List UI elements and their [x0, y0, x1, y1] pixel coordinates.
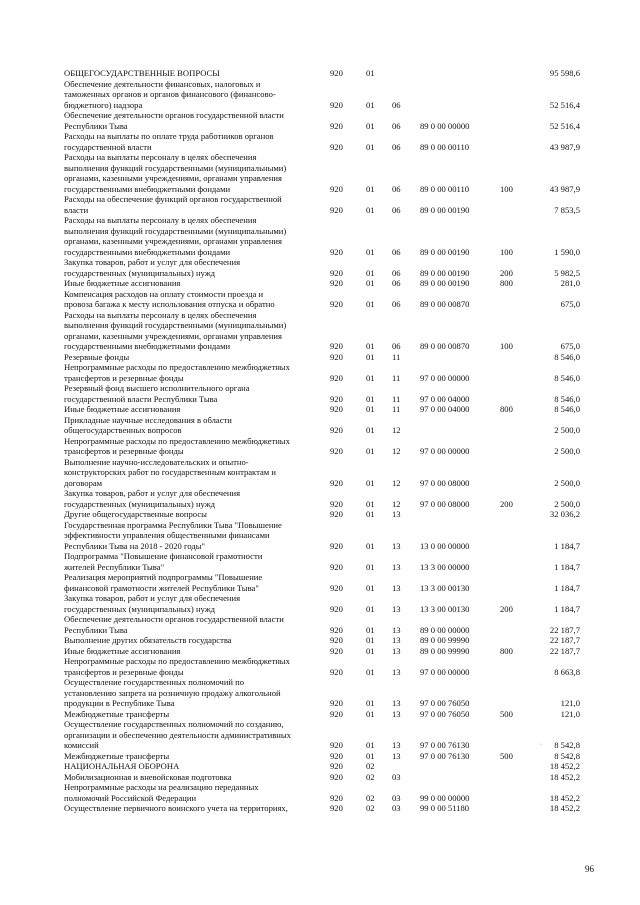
subsection-code: 03	[392, 803, 401, 813]
amount: 675,0	[560, 299, 580, 309]
ved-code: 920	[330, 120, 343, 131]
target-article-code: 89 0 00 00110	[420, 183, 470, 194]
section-code: 01	[366, 404, 375, 414]
amount: 8 546,0	[554, 372, 580, 383]
table-row	[0, 352, 640, 363]
section-code: 01	[366, 267, 375, 278]
row-name: Осуществление государственных полномочий по созданию, организации и обеспечению деятельности административных комиссий	[64, 719, 291, 750]
target-article-code: 89 0 00 00110	[420, 141, 470, 152]
section-code: 01	[366, 645, 375, 656]
target-article-code: 89 0 00 99990	[420, 635, 470, 645]
subsection-code: 03	[392, 792, 401, 803]
amount: 52 516,4	[549, 120, 580, 131]
ved-code: 920	[330, 750, 343, 761]
target-article-code: 97 0 00 08000	[420, 498, 470, 509]
subsection-code: 13	[392, 666, 401, 677]
table-row	[0, 551, 640, 572]
section-code: 01	[366, 698, 375, 708]
row-name: Другие общегосударственные вопросы	[64, 509, 207, 519]
row-name: Прикладные научные исследования в области общегосударственных вопросов	[64, 414, 232, 435]
table-row	[0, 656, 640, 677]
ved-code: 920	[330, 425, 343, 435]
subsection-code: 12	[392, 446, 401, 456]
section-code: 01	[366, 540, 375, 551]
row-name: Непрограммные расходы по предоставлению межбюджетных трансфертов и резервные фонды	[64, 362, 290, 383]
table-row	[0, 709, 640, 720]
amount: 1 184,7	[554, 582, 580, 593]
ved-code: 920	[330, 540, 343, 551]
amount: 5 982,5	[554, 267, 580, 278]
table-row	[0, 415, 640, 436]
table-row	[0, 457, 640, 489]
table-row	[0, 677, 640, 709]
expense-type-code: 500	[500, 750, 513, 761]
amount: 18 452,2	[549, 771, 580, 782]
ved-code: 920	[330, 278, 343, 288]
amount: 1 184,7	[554, 561, 580, 572]
target-article-code: 99 0 00 51180	[420, 803, 470, 813]
row-name: Подпрограмма "Повышение финансовой грамотности жителей Республики Тыва"	[64, 551, 263, 572]
target-article-code: 13 3 00 00130	[420, 582, 470, 593]
section-code: 01	[366, 99, 375, 110]
subsection-code: 13	[392, 603, 401, 614]
row-name: Выполнение других обязательств государства	[64, 635, 232, 645]
ved-code: 920	[330, 341, 343, 351]
ved-code: 920	[330, 393, 343, 404]
amount: 22 187,7	[549, 645, 580, 656]
ved-code: 920	[330, 603, 343, 614]
row-name: Межбюджетные трансферты	[64, 750, 170, 761]
table-row	[0, 436, 640, 457]
page-number: 96	[585, 864, 594, 874]
ved-code: 920	[330, 698, 343, 708]
row-name: Закупка товаров, работ и услуг для обеспечения государственных (муниципальных) нужд	[64, 257, 241, 278]
ved-code: 920	[330, 141, 343, 152]
table-row	[0, 719, 640, 751]
amount: 43 987,9	[549, 183, 580, 194]
expense-type-code: 800	[500, 278, 513, 288]
target-article-code: 99 0 00 00000	[420, 792, 470, 803]
amount: 43 987,9	[549, 141, 580, 152]
table-row	[0, 751, 640, 762]
row-name: Расходы на выплаты персоналу в целях обеспечения выполнения функций государственными (муниципальными) органами, казенными учреждениями, органами управления государственными внебюджетными фондами	[64, 309, 287, 351]
ved-code: 920	[330, 803, 343, 813]
subsection-code: 13	[392, 750, 401, 761]
target-article-code: 97 0 00 76050	[420, 708, 470, 719]
row-name: Расходы на обеспечение функций органов государственной власти	[64, 194, 282, 215]
section-code: 01	[366, 425, 375, 435]
subsection-code: 06	[392, 141, 401, 152]
section-code: 01	[366, 183, 375, 194]
section-code: 01	[366, 246, 375, 257]
expense-type-code: 100	[500, 341, 513, 351]
amount: 121,0	[560, 708, 580, 719]
row-name: Осуществление государственных полномочий по установлению запрета на розничную продажу алкогольной продукции в Республике Тыва	[64, 677, 281, 708]
table-row	[0, 383, 640, 404]
expense-type-code: 500	[500, 708, 513, 719]
target-article-code: 89 0 00 99990	[420, 645, 470, 656]
row-name: Резервный фонд высшего исполнительного органа государственной власти Республики Тыва	[64, 383, 250, 404]
section-code: 01	[366, 740, 375, 750]
subsection-code: 11	[392, 393, 401, 404]
section-code: 02	[366, 761, 375, 771]
table-row	[0, 131, 640, 152]
subsection-code: 12	[392, 498, 401, 509]
section-code: 01	[366, 204, 375, 215]
section-code: 01	[366, 372, 375, 383]
section-code: 01	[366, 750, 375, 761]
expense-type-code: 200	[500, 498, 513, 509]
row-name: Расходы на выплаты персоналу в целях обеспечения выполнения функций государственными (муниципальными) органами, казенными учреждениями, органами управления государственными внебюджетными фондами	[64, 152, 287, 194]
target-article-code: 97 0 00 04000	[420, 393, 470, 404]
row-name: Обеспечение деятельности органов государственной власти Республики Тыва	[64, 110, 284, 131]
table-row	[0, 772, 640, 783]
target-article-code: 13 3 00 00130	[420, 603, 470, 614]
target-article-code: 89 0 00 00000	[420, 624, 470, 635]
target-article-code: 89 0 00 00190	[420, 267, 470, 278]
table-row	[0, 761, 640, 772]
subsection-code: 13	[392, 740, 401, 750]
target-article-code: 97 0 00 76130	[420, 740, 470, 750]
row-name: Иные бюджетные ассигнования	[64, 645, 181, 656]
amount: 8 546,0	[554, 351, 580, 362]
ved-code: 920	[330, 299, 343, 309]
row-name: Расходы на выплаты по оплате труда работников органов государственной власти	[64, 131, 274, 152]
section-code: 01	[366, 509, 375, 519]
section-code: 02	[366, 792, 375, 803]
section-code: 01	[366, 498, 375, 509]
target-article-code: 97 0 00 00000	[420, 372, 470, 383]
table-row	[0, 488, 640, 509]
section-code: 01	[366, 120, 375, 131]
subsection-code: 06	[392, 278, 401, 288]
target-article-code: 89 0 00 00190	[420, 204, 470, 215]
row-name: Иные бюджетные ассигнования	[64, 278, 181, 288]
expense-type-code: 200	[500, 603, 513, 614]
subsection-code: 06	[392, 120, 401, 131]
ved-code: 920	[330, 498, 343, 509]
table-row	[0, 278, 640, 289]
target-article-code: 97 0 00 08000	[420, 477, 470, 488]
expense-type-code: 800	[500, 645, 513, 656]
ved-code: 920	[330, 351, 343, 362]
amount: 8 542,8	[554, 750, 580, 761]
section-code: 01	[366, 708, 375, 719]
subsection-code: 13	[392, 582, 401, 593]
section-code: 01	[366, 603, 375, 614]
row-name: Реализация мероприятий подпрограммы "Повышение финансовой грамотности жителей Республики Тыва"	[64, 572, 263, 593]
amount: 675,0	[560, 341, 580, 351]
section-code: 01	[366, 351, 375, 362]
row-name: Непрограммные расходы по предоставлению межбюджетных трансфертов и резервные фонды	[64, 656, 290, 677]
ved-code: 920	[330, 267, 343, 278]
subsection-code: 13	[392, 708, 401, 719]
table-row	[0, 593, 640, 614]
amount: 32 036,2	[549, 509, 580, 519]
row-name: Обеспечение деятельности органов государственной власти Республики Тыва	[64, 614, 284, 635]
row-name: Резервные фонды	[64, 351, 130, 362]
ved-code: 920	[330, 509, 343, 519]
target-article-code: 13 0 00 00000	[420, 540, 470, 551]
subsection-code: 13	[392, 509, 401, 519]
ved-code: 920	[330, 708, 343, 719]
subsection-code: 12	[392, 477, 401, 488]
row-name: Закупка товаров, работ и услуг для обеспечения государственных (муниципальных) нужд	[64, 488, 241, 509]
target-article-code: 97 0 00 76130	[420, 750, 470, 761]
subsection-code: 06	[392, 99, 401, 110]
target-article-code: 89 0 00 00870	[420, 299, 470, 309]
subsection-code: 06	[392, 341, 401, 351]
amount: 1 590,0	[554, 246, 580, 257]
section-code: 01	[366, 561, 375, 572]
row-name: Непрограммные расходы на реализацию переданных полномочий Российской Федерации	[64, 782, 259, 803]
expense-type-code: 100	[500, 246, 513, 257]
table-row	[0, 520, 640, 552]
amount: 2 500,0	[554, 446, 580, 456]
target-article-code: 89 0 00 00870	[420, 341, 470, 351]
table-row	[0, 152, 640, 194]
subsection-code: 13	[392, 645, 401, 656]
amount: 52 516,4	[549, 99, 580, 110]
amount: 22 187,7	[549, 635, 580, 645]
section-code: 01	[366, 477, 375, 488]
section-code: 01	[366, 341, 375, 351]
row-name: Иные бюджетные ассигнования	[64, 404, 181, 414]
amount: 8 542,8	[554, 740, 580, 750]
ved-code: 920	[330, 246, 343, 257]
amount: 281,0	[560, 278, 580, 288]
row-name: Осуществление первичного воинского учета на территориях,	[64, 803, 288, 813]
ved-code: 920	[330, 99, 343, 110]
ved-code: 920	[330, 792, 343, 803]
target-article-code: 97 0 00 00000	[420, 446, 470, 456]
expense-type-code: 100	[500, 183, 513, 194]
amount: 2 500,0	[554, 425, 580, 435]
table-row	[0, 635, 640, 646]
table-row	[0, 194, 640, 215]
section-code: 01	[366, 299, 375, 309]
ved-code: 920	[330, 404, 343, 414]
amount: 22 187,7	[549, 624, 580, 635]
subsection-code: 06	[392, 183, 401, 194]
row-name: Обеспечение деятельности финансовых, налоговых и таможенных органов и органов финансового (финансово- бюджетного) надзора	[64, 78, 276, 110]
scan-speck: ·	[540, 742, 542, 748]
subsection-code: 13	[392, 540, 401, 551]
amount: 8 546,0	[554, 404, 580, 414]
table-row	[0, 215, 640, 257]
amount: 18 452,2	[549, 792, 580, 803]
subsection-code: 11	[392, 351, 401, 362]
subsection-code: 03	[392, 771, 401, 782]
target-article-code: 89 0 00 00000	[420, 120, 470, 131]
ved-code: 920	[330, 582, 343, 593]
section-code: 01	[366, 624, 375, 635]
table-row	[0, 509, 640, 520]
table-row	[0, 404, 640, 415]
subsection-code: 11	[392, 372, 401, 383]
amount: 1 184,7	[554, 540, 580, 551]
amount: 18 452,2	[549, 761, 580, 771]
target-article-code: 97 0 00 04000	[420, 404, 470, 414]
row-name: Расходы на выплаты персоналу в целях обеспечения выполнения функций государственными (муниципальными) органами, казенными учреждениями, органами управления государственными внебюджетными фондами	[64, 215, 287, 257]
subsection-code: 13	[392, 624, 401, 635]
ved-code: 920	[330, 372, 343, 383]
amount: 2 500,0	[554, 498, 580, 509]
ved-code: 920	[330, 635, 343, 645]
table-row	[0, 362, 640, 383]
ved-code: 920	[330, 68, 343, 78]
ved-code: 920	[330, 666, 343, 677]
row-name: Мобилизационная и вневойсковая подготовка	[64, 771, 232, 782]
row-name: ОБЩЕГОСУДАРСТВЕННЫЕ ВОПРОСЫ	[64, 68, 220, 78]
section-code: 01	[366, 141, 375, 152]
table-row	[0, 257, 640, 278]
target-article-code: 13 3 00 00000	[420, 561, 470, 572]
row-name: НАЦИОНАЛЬНАЯ ОБОРОНА	[64, 761, 180, 771]
target-article-code: 89 0 00 00190	[420, 278, 470, 288]
amount: 18 452,2	[549, 803, 580, 813]
amount: 2 500,0	[554, 477, 580, 488]
row-name: Закупка товаров, работ и услуг для обеспечения государственных (муниципальных) нужд	[64, 593, 241, 614]
amount: 1 184,7	[554, 603, 580, 614]
table-row	[0, 79, 640, 111]
expense-type-code: 200	[500, 267, 513, 278]
row-name: Непрограммные расходы по предоставлению межбюджетных трансфертов и резервные фонды	[64, 435, 290, 456]
subsection-code: 11	[392, 404, 401, 414]
ved-code: 920	[330, 624, 343, 635]
target-article-code: 89 0 00 00190	[420, 246, 470, 257]
row-name: Межбюджетные трансферты	[64, 708, 170, 719]
subsection-code: 13	[392, 561, 401, 572]
table-row	[0, 68, 640, 79]
table-row	[0, 310, 640, 352]
ved-code: 920	[330, 446, 343, 456]
row-name: Выполнение научно-исследовательских и опытно- конструкторских работ по государственным контрактам и договорам	[64, 456, 276, 488]
ved-code: 920	[330, 761, 343, 771]
expense-type-code: 800	[500, 404, 513, 414]
target-article-code: 97 0 00 76050	[420, 698, 470, 708]
amount: 8 546,0	[554, 393, 580, 404]
table-row	[0, 646, 640, 657]
subsection-code: 06	[392, 246, 401, 257]
section-code: 01	[366, 666, 375, 677]
section-code: 02	[366, 771, 375, 782]
table-row	[0, 110, 640, 131]
amount: 121,0	[560, 698, 580, 708]
ved-code: 920	[330, 771, 343, 782]
subsection-code: 13	[392, 698, 401, 708]
table-row	[0, 614, 640, 635]
ved-code: 920	[330, 561, 343, 572]
subsection-code: 06	[392, 267, 401, 278]
table-row	[0, 572, 640, 593]
section-code: 01	[366, 582, 375, 593]
row-name: Компенсация расходов на оплату стоимости проезда и провоза багажа к месту использования отпуска и обратно	[64, 288, 275, 309]
ved-code: 920	[330, 740, 343, 750]
amount: 7 853,5	[554, 204, 580, 215]
row-name: Государственная программа Республики Тыва "Повышение эффективности управления общественными финансами Республики Тыва на 2018 - 2020 годы"	[64, 519, 282, 551]
section-code: 01	[366, 446, 375, 456]
table-row	[0, 289, 640, 310]
target-article-code: 97 0 00 00000	[420, 666, 470, 677]
amount: 95 598,6	[549, 68, 580, 78]
ved-code: 920	[330, 204, 343, 215]
section-code: 01	[366, 393, 375, 404]
ved-code: 920	[330, 477, 343, 488]
section-code: 01	[366, 68, 375, 78]
table-row	[0, 803, 640, 814]
ved-code: 920	[330, 645, 343, 656]
section-code: 01	[366, 278, 375, 288]
subsection-code: 06	[392, 299, 401, 309]
section-code: 02	[366, 803, 375, 813]
ved-code: 920	[330, 183, 343, 194]
table-row	[0, 782, 640, 803]
section-code: 01	[366, 635, 375, 645]
subsection-code: 13	[392, 635, 401, 645]
subsection-code: 12	[392, 425, 401, 435]
subsection-code: 06	[392, 204, 401, 215]
amount: 8 663,8	[554, 666, 580, 677]
